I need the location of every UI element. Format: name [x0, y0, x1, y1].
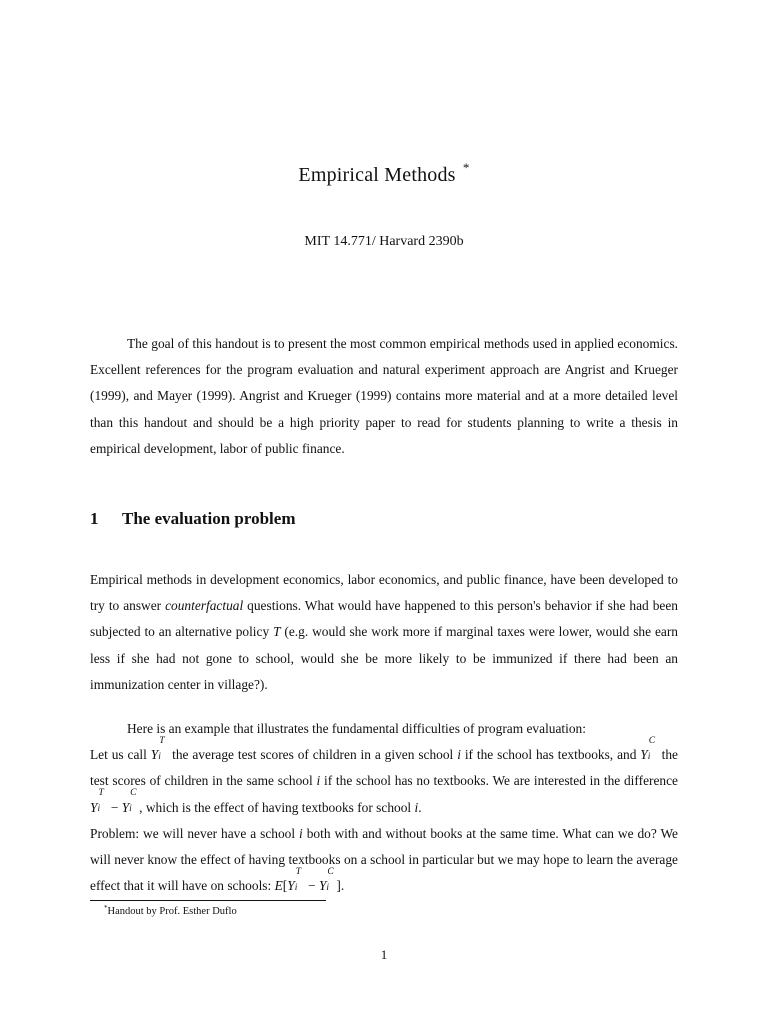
- math-subscript: i: [326, 882, 330, 893]
- math-symbol: Y: [90, 799, 98, 815]
- text-run: questions. What would have happened to this person's behavior if she had been subjected to an alternative policy: [90, 598, 678, 640]
- text-run: if the school has no textbooks. We are interested in the difference: [320, 773, 679, 789]
- abstract-paragraph: [90, 331, 678, 462]
- paragraph-line-1: [90, 735, 679, 821]
- section-title: The evaluation problem: [122, 509, 296, 528]
- math-subscript: i: [97, 804, 101, 815]
- text-run: .: [418, 799, 422, 815]
- document-title: [0, 160, 768, 187]
- math-symbol: T: [273, 624, 281, 640]
- math-symbol: i: [414, 799, 419, 815]
- section-number: 1: [90, 509, 99, 528]
- math-symbol: i: [457, 747, 461, 763]
- text-run: Empirical methods in development economics, labor economics, and public finance, have been developed to try to answer: [90, 572, 678, 614]
- math-subsup: [647, 735, 658, 762]
- math-symbol: Y: [640, 747, 648, 763]
- course-affiliation: MIT 14.771/ Harvard 2390b: [304, 234, 464, 249]
- section-paragraph-1: [90, 567, 678, 698]
- text-run: if the school has textbooks,: [460, 747, 614, 763]
- footnote: [104, 904, 237, 917]
- math-symbol: i: [299, 825, 303, 841]
- text-run: the average test scores of children in a given school: [168, 747, 458, 763]
- abstract-text: The goal of this handout is to present the most common empirical methods used in applied economics. Excellent references for the program evaluation and natural experiment approach are Angrist and Krueger (1999), and Mayer (1999). Angrist and Krueger (1999) contains more material and at a more detailed level than this handout and should be a high priority paper to read for students planning to write a thesis in empirical development, labor of public finance.: [90, 336, 678, 456]
- text-run: (e.g. would she work more if marginal taxes were lower, would she earn less if she had not gone to school, would she be more likely to be immunized if there had been an immunization center in village?).: [90, 624, 678, 692]
- footnote-mark: *: [104, 904, 108, 912]
- section-heading: [90, 509, 295, 529]
- title-footnote-mark: *: [462, 160, 470, 175]
- math-symbol: Y: [121, 799, 130, 815]
- math-subscript: i: [129, 804, 132, 815]
- math-superscript: T: [295, 866, 301, 877]
- text-run: the test scores of children in the same school: [90, 747, 679, 789]
- text-run: , which is the effect of having textbooks for school: [139, 799, 415, 815]
- footnote-text: Handout by Prof. Esther Duflo: [107, 906, 237, 917]
- text-run: Problem: we will never have a school: [90, 825, 300, 841]
- math-subsup: [129, 788, 139, 815]
- text-run: both with and without books at the same time. What can we do? We will never know the effect of having textbooks on a school in particular but we may hope to learn the average effect that it will have on schools:: [90, 825, 678, 894]
- page-number: 1: [380, 947, 388, 962]
- math-symbol: i: [316, 773, 321, 789]
- math-superscript: C: [648, 735, 656, 746]
- math-bracket: ]: [336, 878, 341, 894]
- paragraph-intro: Here is an example that illustrates the fundamental difficulties of program evaluation:: [127, 721, 586, 736]
- math-subsup: [294, 866, 305, 893]
- paragraph-text: [90, 567, 678, 698]
- footnote-divider: [90, 900, 326, 901]
- math-symbol: Y: [287, 878, 295, 894]
- math-subsup: [97, 788, 107, 815]
- math-subsup: [326, 866, 336, 893]
- math-symbol: Y: [150, 747, 159, 763]
- math-superscript: T: [159, 735, 165, 746]
- math-operator: −: [107, 799, 122, 815]
- section-paragraph-2: [90, 716, 678, 899]
- paragraph-line-3: [90, 821, 678, 900]
- text-run: and: [617, 747, 641, 763]
- math-symbol: E: [274, 878, 283, 894]
- math-superscript: T: [98, 788, 104, 799]
- text-run: .: [340, 878, 345, 894]
- math-subscript: i: [294, 882, 298, 893]
- math-subsup: [158, 735, 168, 762]
- text-run: Let us call: [90, 747, 151, 763]
- title-text: Empirical Methods: [298, 164, 456, 186]
- math-subscript: i: [647, 751, 651, 762]
- math-operator: −: [304, 878, 319, 894]
- math-subscript: i: [158, 751, 161, 762]
- math-superscript: C: [130, 788, 137, 799]
- math-bracket: [: [282, 878, 288, 894]
- emphasis-text: counterfactual: [165, 598, 244, 614]
- math-superscript: C: [327, 866, 334, 877]
- math-symbol: Y: [318, 878, 327, 894]
